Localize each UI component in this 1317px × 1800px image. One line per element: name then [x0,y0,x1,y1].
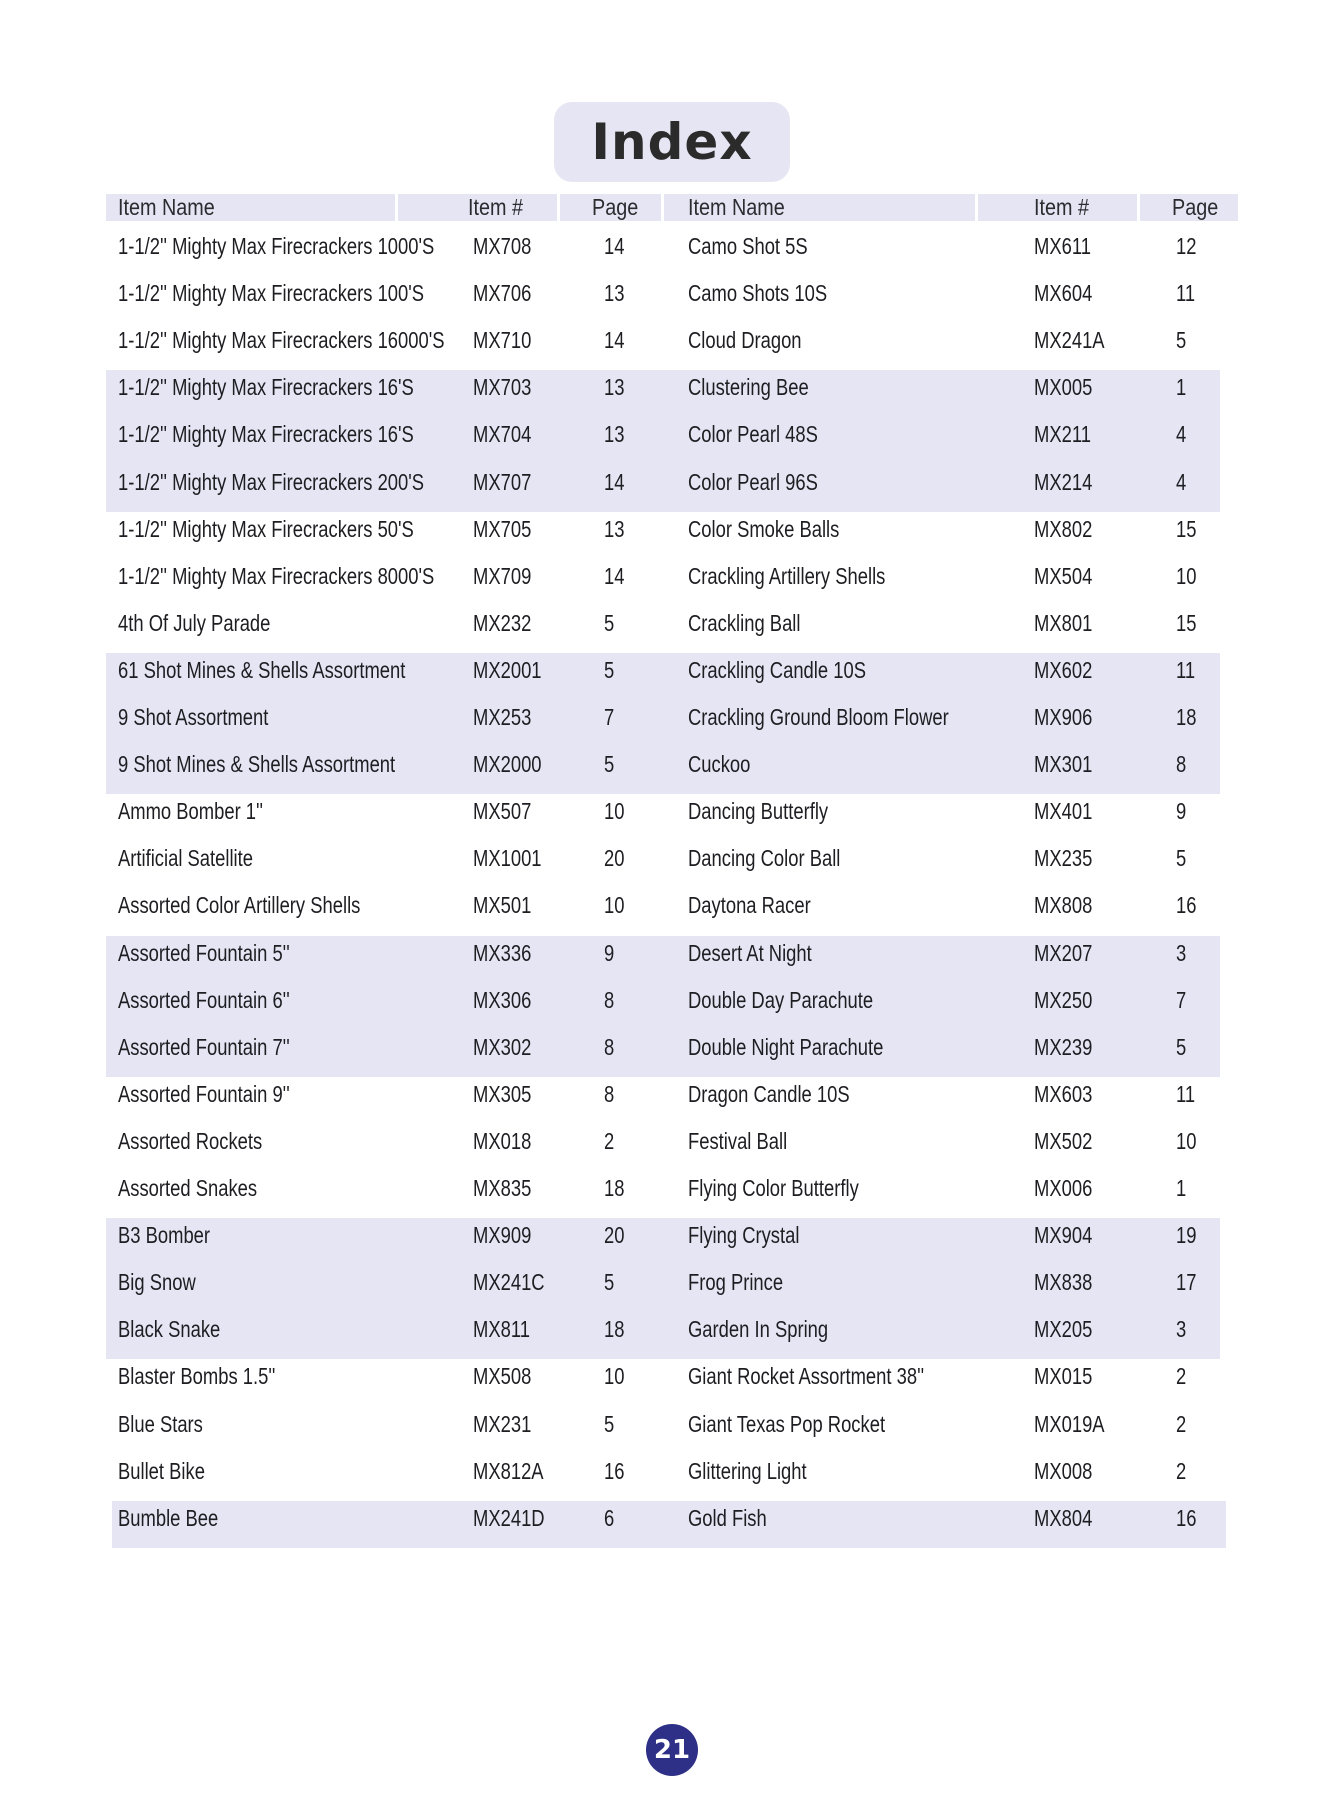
header-separator [395,194,398,221]
right-item-name-cell: Frog Prince [688,1269,784,1296]
right-item-number-cell: MX808 [1034,892,1093,919]
header-separator [1137,194,1140,221]
left-item-name-cell: Assorted Color Artillery Shells [118,892,361,919]
left-page-cell: 14 [604,327,625,354]
right-item-name-cell: Color Smoke Balls [688,515,840,542]
right-item-number-cell: MX006 [1034,1175,1093,1201]
left-item-name-cell: Ammo Bomber 1'' [118,798,264,825]
left-page-cell: 10 [604,892,625,919]
left-item-name-cell: 1-1/2'' Mighty Max Firecrackers 16000'S [118,327,445,354]
left-item-name-cell: 4th Of July Parade [118,609,271,636]
right-page-cell: 9 [1176,798,1187,825]
left-page-cell: 20 [604,1222,625,1249]
right-item-number-cell: MX801 [1034,609,1093,636]
right-page-cell: 11 [1176,656,1196,683]
right-item-name-cell: Double Night Parachute [688,1033,884,1060]
left-page-cell: 5 [604,1410,615,1437]
right-item-name-cell: Crackling Candle 10S [688,656,866,683]
left-item-name-cell: Artificial Satellite [118,845,253,872]
left-page-cell: 8 [604,1080,615,1107]
left-item-name-cell: Bullet Bike [118,1457,205,1484]
right-page-cell: 8 [1176,751,1187,778]
left-item-number-cell: MX709 [473,562,532,589]
left-item-number-cell: MX835 [473,1175,532,1201]
left-page-cell: 8 [604,986,615,1013]
left-page-cell: 7 [604,704,615,730]
right-item-name-cell: Crackling Ground Bloom Flower [688,704,949,730]
right-item-number-cell: MX211 [1034,421,1091,448]
left-item-name-cell: 1-1/2'' Mighty Max Firecrackers 1000'S [118,233,435,259]
left-page-cell: 8 [604,1033,615,1060]
right-page-cell: 1 [1176,374,1187,401]
left-item-number-cell: MX705 [473,515,532,542]
left-item-number-cell: MX508 [473,1363,532,1390]
right-page-cell: 17 [1176,1269,1197,1296]
right-item-number-cell: MX015 [1034,1363,1093,1390]
left-item-name-cell: Blaster Bombs 1.5'' [118,1363,276,1390]
right-item-name-cell: Camo Shot 5S [688,233,808,259]
left-item-name-cell: 1-1/2'' Mighty Max Firecrackers 200'S [118,468,425,495]
right-item-number-cell: MX019A [1034,1410,1105,1437]
right-item-name-cell: Flying Crystal [688,1222,800,1249]
left-item-name-cell: 61 Shot Mines & Shells Assortment [118,656,406,683]
left-page-cell: 10 [604,798,625,825]
right-page-cell: 3 [1176,1316,1187,1343]
right-item-number-cell: MX802 [1034,515,1093,542]
right-page-cell: 3 [1176,939,1187,966]
right-item-number-cell: MX214 [1034,468,1093,495]
right-item-number-cell: MX235 [1034,845,1093,872]
left-item-name-cell: Assorted Fountain 9'' [118,1080,290,1107]
right-item-name-cell: Giant Rocket Assortment 38'' [688,1363,925,1390]
header-separator [975,194,978,221]
right-item-name-cell: Color Pearl 48S [688,421,818,448]
right-page-cell: 19 [1176,1222,1197,1249]
right-item-number-cell: MX008 [1034,1457,1093,1484]
right-item-name-cell: Flying Color Butterfly [688,1175,859,1201]
left-page-cell: 10 [604,1363,625,1390]
header-page-left: Page [592,194,639,220]
right-item-name-cell: Crackling Artillery Shells [688,562,886,589]
left-item-number-cell: MX302 [473,1033,532,1060]
left-item-name-cell: Assorted Rockets [118,1127,263,1154]
left-item-number-cell: MX812A [473,1457,544,1484]
left-item-name-cell: B3 Bomber [118,1222,211,1249]
left-item-name-cell: Assorted Snakes [118,1175,258,1201]
left-item-number-cell: MX811 [473,1316,530,1343]
right-page-cell: 15 [1176,515,1197,542]
right-item-number-cell: MX401 [1034,798,1093,825]
left-item-name-cell: 1-1/2'' Mighty Max Firecrackers 8000'S [118,562,435,589]
left-item-number-cell: MX305 [473,1080,532,1107]
left-item-name-cell: 1-1/2'' Mighty Max Firecrackers 16'S [118,421,414,448]
left-page-cell: 16 [604,1457,625,1484]
right-page-cell: 12 [1176,233,1197,259]
right-item-name-cell: Dancing Butterfly [688,798,829,825]
right-item-number-cell: MX241A [1034,327,1105,354]
left-page-cell: 13 [604,280,625,307]
right-page-cell: 10 [1176,562,1197,589]
right-page-cell: 15 [1176,609,1197,636]
right-page-cell: 2 [1176,1410,1187,1437]
left-item-name-cell: 1-1/2'' Mighty Max Firecrackers 16'S [118,374,414,401]
left-page-cell: 13 [604,421,625,448]
right-item-number-cell: MX603 [1034,1080,1093,1107]
right-page-cell: 11 [1176,280,1196,307]
right-page-cell: 16 [1176,892,1197,919]
left-page-cell: 6 [604,1504,615,1531]
left-item-number-cell: MX706 [473,280,532,307]
right-item-name-cell: Cuckoo [688,751,751,778]
left-item-name-cell: Blue Stars [118,1410,203,1437]
left-item-name-cell: Assorted Fountain 6'' [118,986,290,1013]
header-separator [557,194,560,221]
left-item-number-cell: MX710 [473,327,532,354]
right-item-number-cell: MX250 [1034,986,1093,1013]
left-item-name-cell: 9 Shot Assortment [118,704,269,730]
left-page-cell: 9 [604,939,615,966]
left-item-number-cell: MX707 [473,468,532,495]
right-page-cell: 18 [1176,704,1197,730]
right-page-cell: 10 [1176,1127,1197,1154]
left-item-name-cell: Black Snake [118,1316,221,1343]
right-item-number-cell: MX239 [1034,1033,1093,1060]
right-page-cell: 5 [1176,845,1187,872]
left-item-name-cell: 9 Shot Mines & Shells Assortment [118,751,396,778]
left-item-number-cell: MX708 [473,233,532,259]
left-page-cell: 14 [604,233,625,259]
left-page-cell: 13 [604,374,625,401]
right-item-number-cell: MX005 [1034,374,1093,401]
left-item-number-cell: MX501 [473,892,532,919]
right-item-name-cell: Crackling Ball [688,609,801,636]
right-page-cell: 5 [1176,327,1187,354]
left-item-name-cell: Assorted Fountain 5'' [118,939,290,966]
left-page-cell: 14 [604,468,625,495]
right-item-name-cell: Camo Shots 10S [688,280,828,307]
left-page-cell: 18 [604,1175,625,1201]
left-item-name-cell: Assorted Fountain 7'' [118,1033,290,1060]
left-item-name-cell: Big Snow [118,1269,196,1296]
right-item-name-cell: Gold Fish [688,1504,767,1531]
right-item-number-cell: MX904 [1034,1222,1093,1249]
right-item-number-cell: MX804 [1034,1504,1093,1531]
left-page-cell: 20 [604,845,625,872]
right-item-name-cell: Giant Texas Pop Rocket [688,1410,886,1437]
right-item-number-cell: MX504 [1034,562,1093,589]
left-item-number-cell: MX336 [473,939,532,966]
right-item-number-cell: MX602 [1034,656,1093,683]
left-item-name-cell: 1-1/2'' Mighty Max Firecrackers 100'S [118,280,425,307]
right-page-cell: 4 [1176,421,1187,448]
right-page-cell: 4 [1176,468,1187,495]
left-item-number-cell: MX018 [473,1127,532,1154]
left-item-number-cell: MX232 [473,609,532,636]
header-separator [661,194,664,221]
left-item-number-cell: MX253 [473,704,532,730]
right-item-name-cell: Glittering Light [688,1457,807,1484]
right-page-cell: 16 [1176,1504,1197,1531]
left-item-number-cell: MX2001 [473,656,542,683]
left-page-cell: 5 [604,751,615,778]
right-item-name-cell: Color Pearl 96S [688,468,818,495]
header-item-number-left: Item # [468,194,523,220]
right-page-cell: 11 [1176,1080,1196,1107]
left-page-cell: 5 [604,609,615,636]
right-item-name-cell: Daytona Racer [688,892,811,919]
header-page-right: Page [1172,194,1219,220]
right-item-name-cell: Garden In Spring [688,1316,829,1343]
right-item-number-cell: MX502 [1034,1127,1093,1154]
left-item-number-cell: MX909 [473,1222,532,1249]
left-item-number-cell: MX231 [473,1410,532,1437]
left-item-number-cell: MX703 [473,374,532,401]
right-item-name-cell: Dancing Color Ball [688,845,841,872]
left-page-cell: 5 [604,1269,615,1296]
right-page-cell: 2 [1176,1457,1187,1484]
right-page-cell: 5 [1176,1033,1187,1060]
left-page-cell: 2 [604,1127,615,1154]
right-item-name-cell: Clustering Bee [688,374,809,401]
right-item-number-cell: MX604 [1034,280,1093,307]
right-item-number-cell: MX207 [1034,939,1093,966]
left-page-cell: 5 [604,656,615,683]
right-page-cell: 2 [1176,1363,1187,1390]
left-page-cell: 18 [604,1316,625,1343]
right-item-name-cell: Dragon Candle 10S [688,1080,850,1107]
left-item-name-cell: Bumble Bee [118,1504,219,1531]
left-item-number-cell: MX1001 [473,845,542,872]
left-item-number-cell: MX241C [473,1269,545,1296]
header-item-name-right: Item Name [688,194,785,220]
left-item-number-cell: MX241D [473,1504,545,1531]
left-page-cell: 13 [604,515,625,542]
right-item-number-cell: MX205 [1034,1316,1093,1343]
left-item-number-cell: MX704 [473,421,532,448]
page-number-badge: 21 [646,1724,698,1776]
left-item-number-cell: MX306 [473,986,532,1013]
left-item-number-cell: MX507 [473,798,532,825]
right-item-number-cell: MX906 [1034,704,1093,730]
right-item-number-cell: MX301 [1034,751,1093,778]
right-page-cell: 7 [1176,986,1187,1013]
left-page-cell: 14 [604,562,625,589]
right-item-number-cell: MX838 [1034,1269,1093,1296]
header-item-name-left: Item Name [118,194,215,220]
right-item-name-cell: Desert At Night [688,939,812,966]
page-title: Index [554,102,790,182]
left-item-name-cell: 1-1/2'' Mighty Max Firecrackers 50'S [118,515,414,542]
header-item-number-right: Item # [1034,194,1089,220]
left-item-number-cell: MX2000 [473,751,542,778]
right-page-cell: 1 [1176,1175,1187,1201]
right-item-name-cell: Festival Ball [688,1127,788,1154]
right-item-name-cell: Cloud Dragon [688,327,802,354]
right-item-name-cell: Double Day Parachute [688,986,874,1013]
right-item-number-cell: MX611 [1034,233,1091,259]
